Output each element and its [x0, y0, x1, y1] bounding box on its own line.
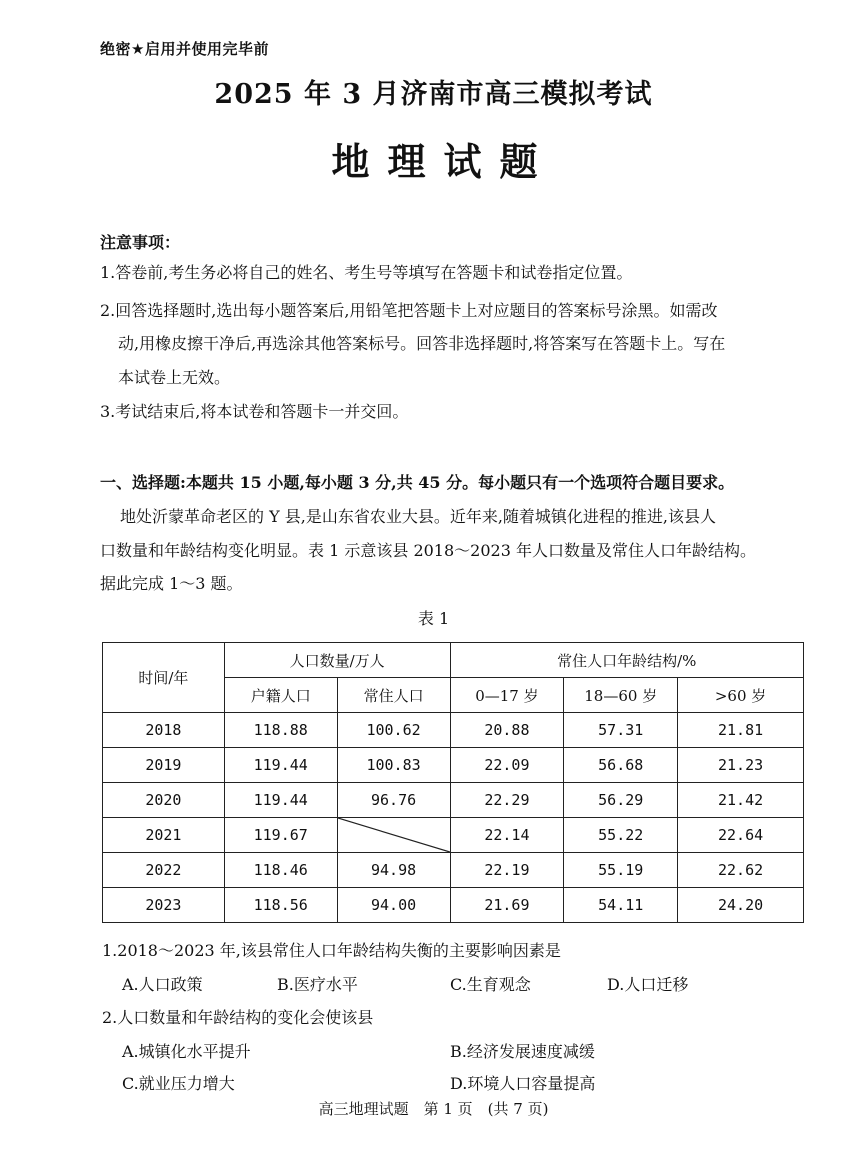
header-resident: 常住人口: [337, 678, 450, 713]
intro-line-2: 口数量和年龄结构变化明显。表 1 示意该县 2018～2023 年人口数量及常住人口年龄结构。: [100, 541, 756, 560]
cell-age-0-17: 22.14: [450, 818, 564, 853]
table-row: [103, 888, 804, 923]
cell-age-60plus: 21.23: [678, 748, 804, 783]
table-row: [103, 853, 804, 888]
cell-resident: 100.62: [337, 713, 450, 748]
note-item-1: 1.答卷前,考生务必将自己的姓名、考生号等填写在答题卡和试卷指定位置。: [100, 263, 633, 282]
cell-age-0-17: 21.69: [450, 888, 564, 923]
cell-age-18-60: 57.31: [564, 713, 678, 748]
diagonal-slash: [338, 818, 450, 852]
header-age-structure: 常住人口年龄结构/%: [450, 643, 804, 678]
cell-age-0-17: 22.19: [450, 853, 564, 888]
cell-registered: 118.46: [224, 853, 337, 888]
page-footer: 高三地理试题 第 1 页 (共 7 页): [318, 1100, 549, 1118]
note-item-2-cont: 动,用橡皮擦干净后,再选涂其他答案标号。回答非选择题时,将答案写在答题卡上。写在: [118, 334, 726, 353]
notes-heading: 注意事项：: [100, 233, 181, 252]
question-2-stem: 2.人口数量和年龄结构的变化会使该县: [102, 1008, 374, 1027]
intro-line-1: 地处沂蒙革命老区的 Y 县,是山东省农业大县。近年来,随着城镇化进程的推进,该县人: [120, 507, 716, 526]
question-1-stem: 1.2018～2023 年,该县常住人口年龄结构失衡的主要影响因素是: [102, 941, 561, 960]
question-1-option-a: A.人口政策: [122, 975, 203, 994]
question-1-option-c: C.生育观念: [450, 975, 531, 994]
cell-year: 2022: [103, 853, 225, 888]
cell-year: 2019: [103, 748, 225, 783]
cell-age-0-17: 22.09: [450, 748, 564, 783]
exam-title: 2025 年 3 月济南市高三模拟考试: [214, 79, 653, 110]
table-row: [103, 748, 804, 783]
table-row: [103, 713, 804, 748]
cell-age-60plus: 22.62: [678, 853, 804, 888]
header-age-60plus: >60 岁: [678, 678, 804, 713]
subject-title: 地理试题: [331, 139, 556, 184]
cell-registered: 119.44: [224, 748, 337, 783]
header-time: 时间/年: [103, 643, 225, 713]
note-item-3: 3.考试结束后,将本试卷和答题卡一并交回。: [100, 402, 409, 421]
cell-age-60plus: 22.64: [678, 818, 804, 853]
note-item-2-end: 本试卷上无效。: [118, 368, 231, 387]
intro-line-3: 据此完成 1～3 题。: [100, 574, 243, 593]
section-heading: 一、选择题:本题共 15 小题,每小题 3 分,共 45 分。每小题只有一个选项符合题目要求。: [100, 473, 735, 492]
cell-age-60plus: 24.20: [678, 888, 804, 923]
question-2-option-b: B.经济发展速度减缓: [450, 1042, 595, 1061]
cell-age-60plus: 21.42: [678, 783, 804, 818]
table-row: [103, 783, 804, 818]
cell-age-18-60: 56.68: [564, 748, 678, 783]
cell-year: 2021: [103, 818, 225, 853]
cell-age-18-60: 56.29: [564, 783, 678, 818]
cell-age-0-17: 22.29: [450, 783, 564, 818]
confidential-mark: 绝密★启用并使用完毕前: [100, 40, 269, 58]
question-1-option-d: D.人口迁移: [607, 975, 689, 994]
cell-resident: 94.98: [337, 853, 450, 888]
header-population: 人口数量/万人: [224, 643, 450, 678]
table-row: [103, 818, 804, 853]
header-age-18-60: 18—60 岁: [564, 678, 678, 713]
question-2-option-c: C.就业压力增大: [122, 1074, 235, 1093]
note-item-2: 2.回答选择题时,选出每小题答案后,用铅笔把答题卡上对应题目的答案标号涂黑。如需改: [100, 301, 718, 320]
cell-year: 2023: [103, 888, 225, 923]
cell-resident: 94.00: [337, 888, 450, 923]
cell-age-18-60: 54.11: [564, 888, 678, 923]
table-caption: 表 1: [417, 609, 450, 628]
cell-resident-missing: [337, 818, 450, 853]
cell-age-0-17: 20.88: [450, 713, 564, 748]
cell-year: 2018: [103, 713, 225, 748]
question-2-option-d: D.环境人口容量提高: [450, 1074, 596, 1093]
population-table: [102, 642, 804, 923]
cell-registered: 118.56: [224, 888, 337, 923]
cell-registered: 118.88: [224, 713, 337, 748]
cell-registered: 119.67: [224, 818, 337, 853]
question-1-option-b: B.医疗水平: [277, 975, 358, 994]
header-registered: 户籍人口: [224, 678, 337, 713]
cell-year: 2020: [103, 783, 225, 818]
cell-age-18-60: 55.22: [564, 818, 678, 853]
cell-age-60plus: 21.81: [678, 713, 804, 748]
cell-resident: 100.83: [337, 748, 450, 783]
header-age-0-17: 0—17 岁: [450, 678, 564, 713]
question-2-option-a: A.城镇化水平提升: [122, 1042, 251, 1061]
cell-registered: 119.44: [224, 783, 337, 818]
cell-age-18-60: 55.19: [564, 853, 678, 888]
cell-resident: 96.76: [337, 783, 450, 818]
